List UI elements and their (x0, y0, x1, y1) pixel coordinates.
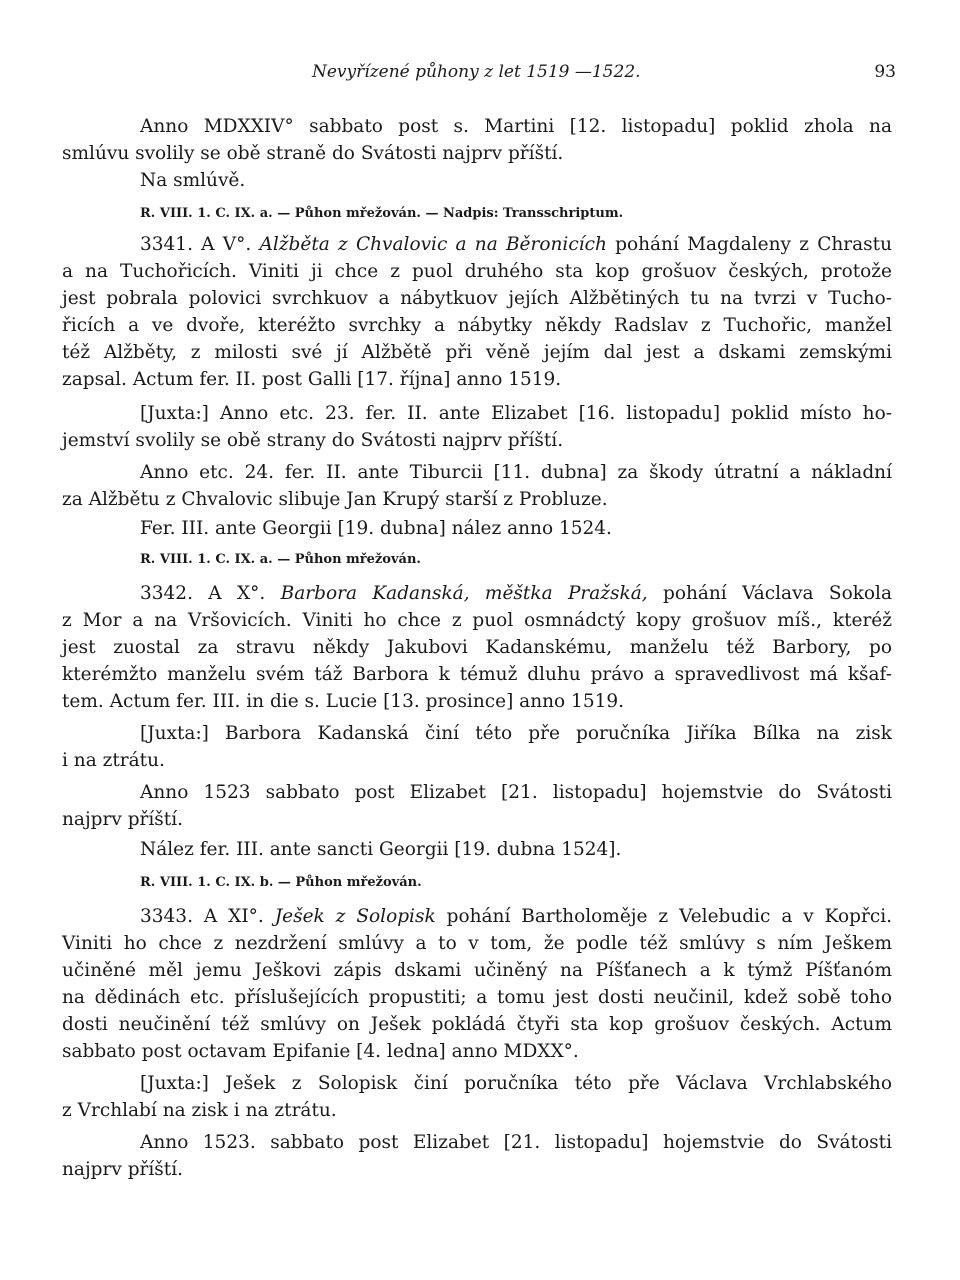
source-note: R. VIII. 1. C. IX. a. — Půhon mřežován. — Nadpis: Transschriptum. (140, 206, 624, 221)
text-line: jest pobrala polovici svrchkuov a nábytkuov jejích Alžbětiných tu na tvrzi v Tucho- (62, 288, 892, 309)
text-line: smlúvu svolily se obě straně do Svátosti najprv příští. (62, 143, 564, 164)
text-line: [Juxta:] Ješek z Solopisk činí poručníka této pře Václava Vrchlabského (140, 1073, 892, 1094)
running-title: Nevyřízené půhony z let 1519 —1522. (312, 62, 641, 82)
text-line: jest zuostal za stravu někdy Jakubovi Kadanskému, manželu též Barbory, po (62, 637, 892, 658)
source-note: R. VIII. 1. C. IX. a. — Půhon mřežován. (140, 552, 421, 567)
text-line: též Alžběty, z milosti své jí Alžbětě při věně jejím dal jest a dskami zemskými (62, 342, 892, 363)
entry-rest: pohání Magdaleny z Chrastu (606, 234, 892, 255)
entry-rest: pohání Bartholoměje z Velebudic a v Kopřci. (435, 906, 892, 927)
entry-heading-3341 (140, 233, 892, 257)
page-number: 93 (874, 62, 896, 82)
source-note: R. VIII. 1. C. IX. b. — Půhon mřežován. (140, 875, 422, 890)
text-line: sabbato post octavam Epifanie [4. ledna] anno MDXX°. (62, 1041, 579, 1062)
text-line: [Juxta:] Anno etc. 23. fer. II. ante Elizabet [16. listopadu] poklid místo ho- (140, 403, 892, 424)
entry-heading-3343 (140, 905, 892, 929)
text-line: Anno MDXXIV° sabbato post s. Martini [12. listopadu] poklid zhola na (140, 116, 892, 137)
entry-number: 3343. A XI°. (140, 906, 275, 927)
text-line: kterémžto manželu svém táž Barbora k témuž dluhu právo a spravedlivost má kšaf- (62, 664, 892, 685)
text-line: Anno 1523 sabbato post Elizabet [21. listopadu] hojemstvie do Svátosti (140, 782, 892, 803)
text-line: řicích a ve dvoře, kteréžto svrchky a nábytky někdy Radslav z Tuchořic, manžel (62, 315, 892, 336)
text-line: Viniti ho chce z nezdržení smlúvy a to v tom, že podle též smlúvy s ním Ješkem (62, 933, 892, 954)
text-line: za Alžbětu z Chvalovic slibuje Jan Krupý starší z Probluze. (62, 489, 608, 510)
entry-number: 3342. A X°. (140, 583, 281, 604)
text-line: najprv příští. (62, 809, 184, 830)
entry-rest: pohání Václava Sokola (647, 583, 893, 604)
text-line: a na Tuchořicích. Viniti ji chce z puol druhého sta kop grošuov českých, protože (62, 261, 892, 282)
text-line: Fer. III. ante Georgii [19. dubna] nález anno 1524. (140, 518, 612, 539)
text-line: Anno 1523. sabbato post Elizabet [21. listopadu] hojemstvie do Svátosti (140, 1132, 892, 1153)
entry-heading-3342 (140, 582, 892, 606)
text-line: z Vrchlabí na zisk i na ztrátu. (62, 1100, 337, 1121)
text-line: na dědinách etc. příslušejících propustiti; a tomu jest dosti neučinil, kdež sobě toho (62, 987, 892, 1008)
entry-party: Barbora Kadanská, měštka Pražská, (280, 583, 648, 604)
entry-party: Ješek z Solopisk (274, 906, 436, 927)
entry-party: Alžběta z Chvalovic a na Běronicích (259, 234, 607, 255)
text-line: z Mor a na Vršovicích. Viniti ho chce z puol osmnádctý kopy grošuov míš., kteréž (62, 610, 892, 631)
text-line: zapsal. Actum fer. II. post Galli [17. října] anno 1519. (62, 369, 562, 390)
text-line: Anno etc. 24. fer. II. ante Tiburcii [11. dubna] za škody útratní a nákladní (140, 462, 892, 483)
text-line: jemství svolily se obě strany do Svátosti najprv příští. (62, 430, 564, 451)
text-line: Nález fer. III. ante sancti Georgii [19. dubna 1524]. (140, 839, 622, 860)
text-line: tem. Actum fer. III. in die s. Lucie [13. prosince] anno 1519. (62, 691, 625, 712)
text-line: učiněné měl jemu Ješkovi zápis dskami učiněný na Píšťanech a k týmž Píšťanóm (62, 960, 892, 981)
text-line: [Juxta:] Barbora Kadanská činí této pře poručníka Jiříka Bílka na zisk (140, 723, 892, 744)
entry-number: 3341. A V°. (140, 234, 260, 255)
text-line: dosti neučinění též smlúvy on Ješek pokládá čtyři sta kop grošuov českých. Actum (62, 1014, 892, 1035)
text-line: Na smlúvě. (140, 170, 246, 191)
text-line: i na ztrátu. (62, 750, 165, 771)
text-line: najprv příští. (62, 1159, 184, 1180)
